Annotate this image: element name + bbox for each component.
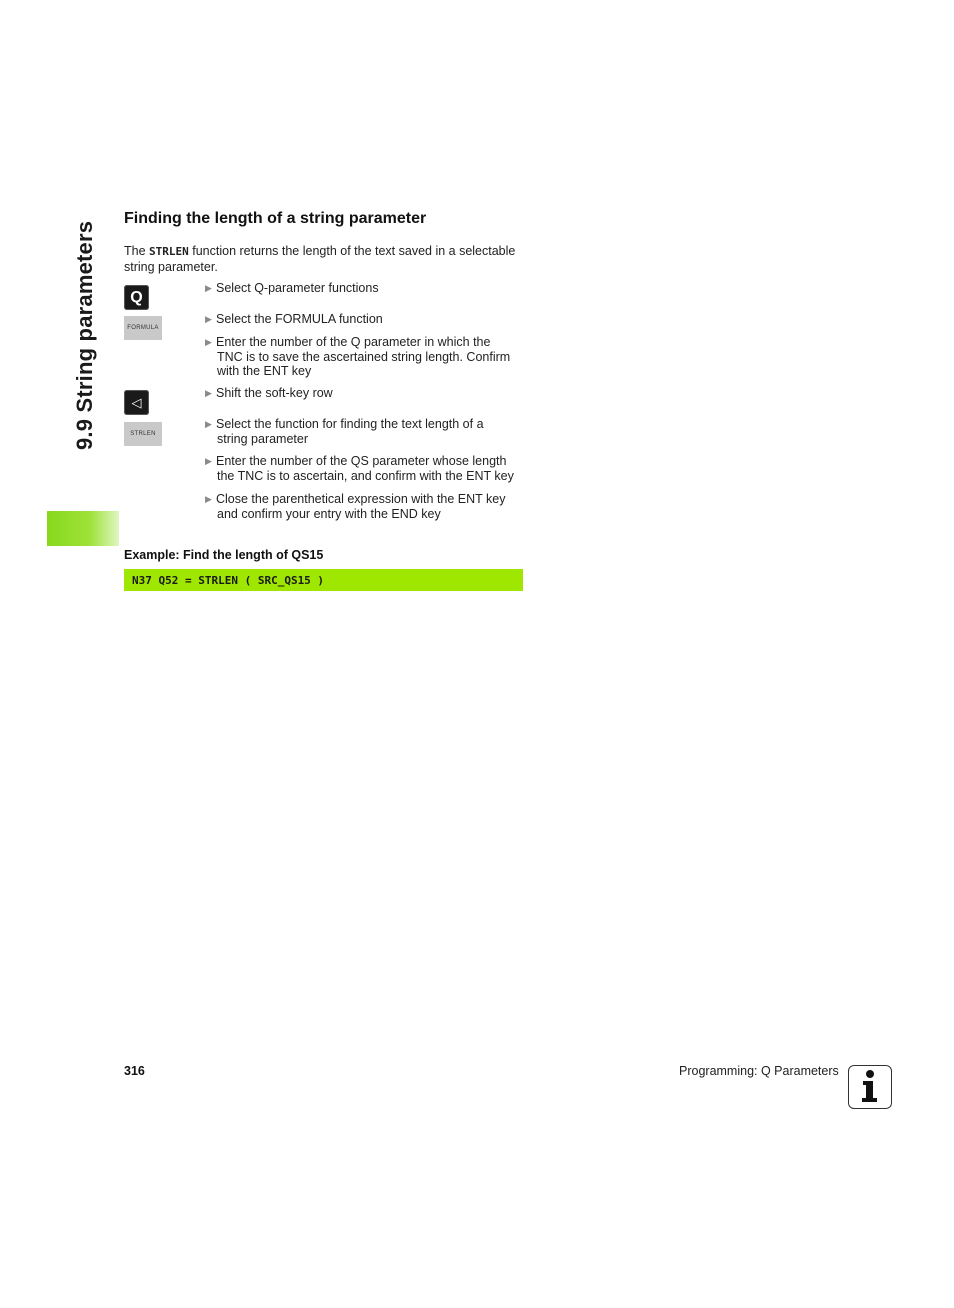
intro-line2: string parameter. (124, 259, 218, 274)
sidebar-section-title: 9.9 String parameters (72, 220, 97, 450)
intro-paragraph (124, 244, 524, 274)
footer-chapter-title: Programming: Q Parameters (679, 1064, 839, 1078)
bullet-triangle-icon: ▶ (205, 456, 212, 466)
formula-softkey-icon: FORMULA (124, 316, 162, 340)
info-icon (848, 1065, 892, 1109)
step-text-cont: TNC is to save the ascertained string length. Confirm (217, 349, 511, 364)
shift-softkey-row-arrow-icon: ◁ (124, 390, 149, 415)
step-text: Enter the number of the Q parameter in which the (216, 335, 491, 349)
section-title: Finding the length of a string parameter (124, 210, 427, 227)
step-text: Select the FORMULA function (216, 312, 383, 326)
step-item (205, 492, 525, 521)
step-text-cont: and confirm your entry with the END key (217, 506, 441, 521)
step-text: Enter the number of the QS parameter whose length (216, 454, 507, 468)
step-item (205, 454, 525, 483)
step-item (205, 312, 525, 327)
step-text-cont: the TNC is to ascertain, and confirm with the ENT key (217, 468, 514, 483)
step-text: Select the function for finding the text length of a (216, 417, 484, 431)
page-number: 316 (124, 1064, 145, 1078)
step-item (205, 386, 525, 401)
example-title: Example: Find the length of QS15 (124, 548, 324, 562)
step-text-cont: string parameter (217, 431, 309, 446)
bullet-triangle-icon: ▶ (205, 419, 212, 429)
chapter-tab-marker (47, 511, 119, 546)
bullet-triangle-icon: ▶ (205, 388, 212, 398)
intro-code: STRLEN (149, 245, 189, 258)
bullet-triangle-icon: ▶ (205, 337, 212, 347)
example-code-block (124, 569, 523, 591)
q-key-icon: Q (124, 285, 149, 310)
intro-line1-rest: function returns the length of the text saved in a selectable (188, 244, 516, 258)
step-text: Close the parenthetical expression with the ENT key (216, 492, 506, 506)
bullet-triangle-icon: ▶ (205, 283, 212, 293)
step-text: Select Q-parameter functions (216, 281, 379, 295)
step-item (205, 417, 525, 446)
intro-prefix: The (124, 244, 150, 258)
step-text-cont: with the ENT key (217, 364, 312, 378)
step-item (205, 335, 525, 379)
example-code: N37 Q52 = STRLEN ( SRC_QS15 ) (132, 573, 325, 587)
step-item (205, 281, 525, 296)
bullet-triangle-icon: ▶ (205, 314, 212, 324)
bullet-triangle-icon: ▶ (205, 494, 212, 504)
strlen-softkey-icon: STRLEN (124, 422, 162, 446)
step-text: Shift the soft-key row (216, 386, 333, 400)
